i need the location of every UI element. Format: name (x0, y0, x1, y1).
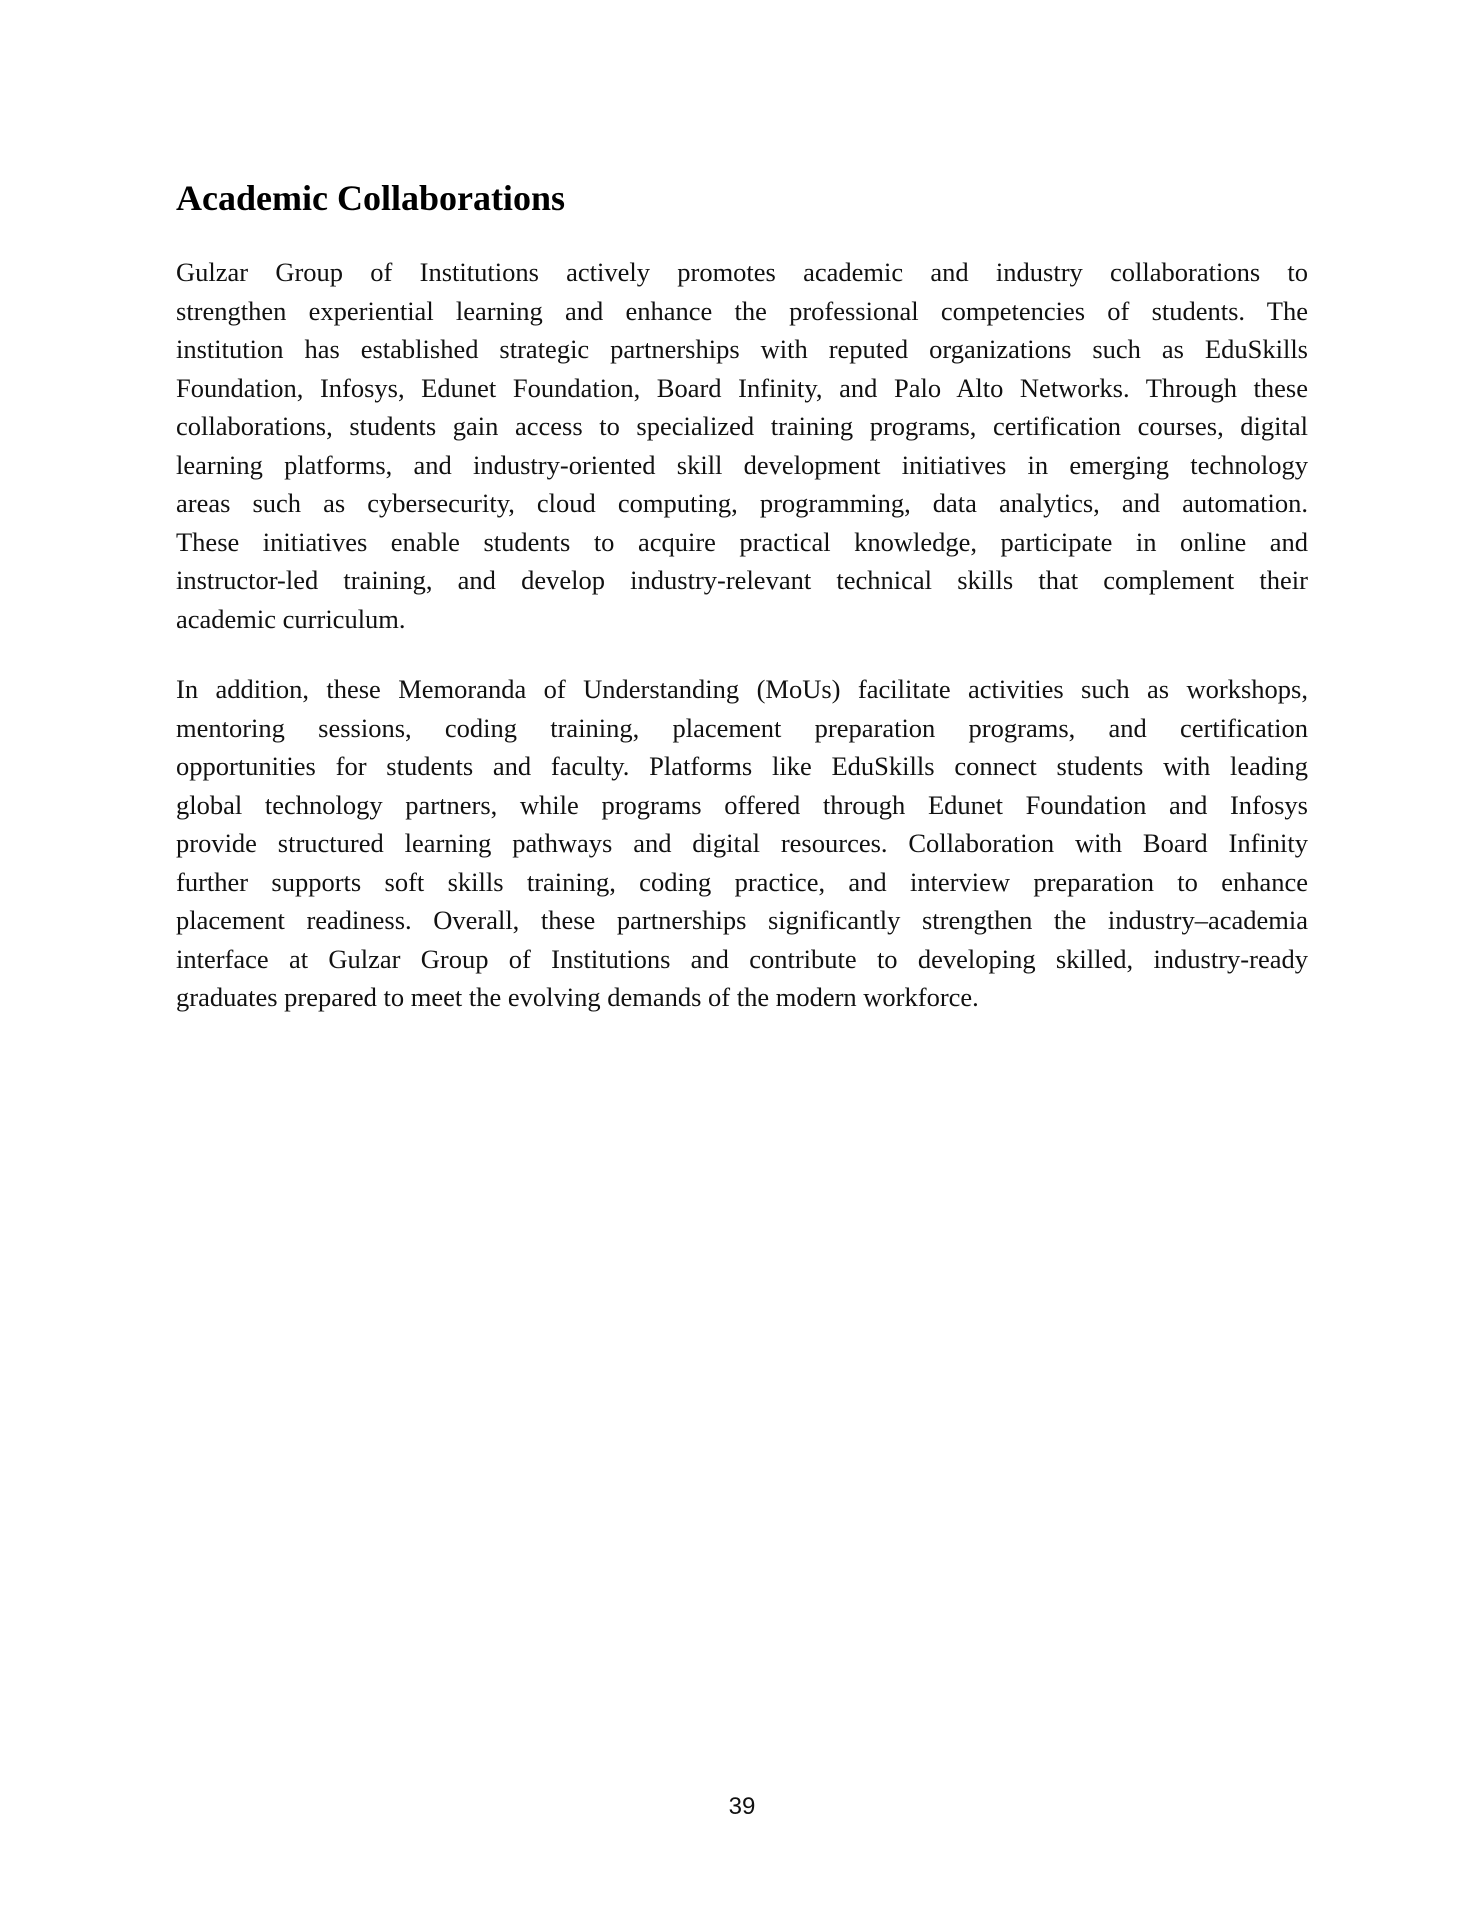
section-heading: Academic Collaborations (176, 178, 565, 218)
paragraph-academic-collaborations (176, 253, 1308, 638)
paragraph-line: mentoring sessions, coding training, placement preparation programs, and certification (176, 712, 1308, 743)
paragraph-line: academic curriculum. (176, 603, 406, 634)
paragraph-line: instructor-led training, and develop industry-relevant technical skills that complement their (176, 565, 1308, 595)
paragraph-line: opportunities for students and faculty. Platforms like EduSkills connect students with leading (176, 751, 1308, 781)
paragraph-line: These initiatives enable students to acquire practical knowledge, participate in online and (176, 526, 1308, 557)
paragraph-line: global technology partners, while programs offered through Edunet Foundation and Infosys (176, 789, 1308, 820)
page-number: 39 (728, 1793, 756, 1820)
paragraph-line: Foundation, Infosys, Edunet Foundation, Board Infinity, and Palo Alto Networks. Through these (176, 372, 1308, 403)
paragraph-line: Gulzar Group of Institutions actively promotes academic and industry collaborations to (176, 257, 1308, 287)
paragraph-line: learning platforms, and industry-oriented skill development initiatives in emerging technology (176, 449, 1308, 480)
paragraph-line: placement readiness. Overall, these partnerships significantly strengthen the industry–academia (176, 905, 1308, 935)
paragraph-line: interface at Gulzar Group of Institutions and contribute to developing skilled, industry-ready (176, 943, 1308, 974)
paragraph-line: institution has established strategic partnerships with reputed organizations such as EduSkills (176, 334, 1308, 364)
paragraph-line: areas such as cybersecurity, cloud computing, programming, data analytics, and automation. (176, 488, 1308, 518)
paragraph-line: provide structured learning pathways and digital resources. Collaboration with Board Infinity (176, 828, 1308, 858)
paragraph-line: In addition, these Memoranda of Understanding (MoUs) facilitate activities such as workshops, (176, 674, 1308, 704)
paragraph-line: strengthen experiential learning and enhance the professional competencies of students. The (176, 295, 1308, 326)
paragraph-line: graduates prepared to meet the evolving demands of the modern workforce. (176, 982, 979, 1012)
paragraph-line: further supports soft skills training, coding practice, and interview preparation to enhance (176, 866, 1308, 897)
paragraph-mous (176, 670, 1308, 1017)
paragraph-line: collaborations, students gain access to specialized training programs, certification courses, digital (176, 411, 1308, 441)
